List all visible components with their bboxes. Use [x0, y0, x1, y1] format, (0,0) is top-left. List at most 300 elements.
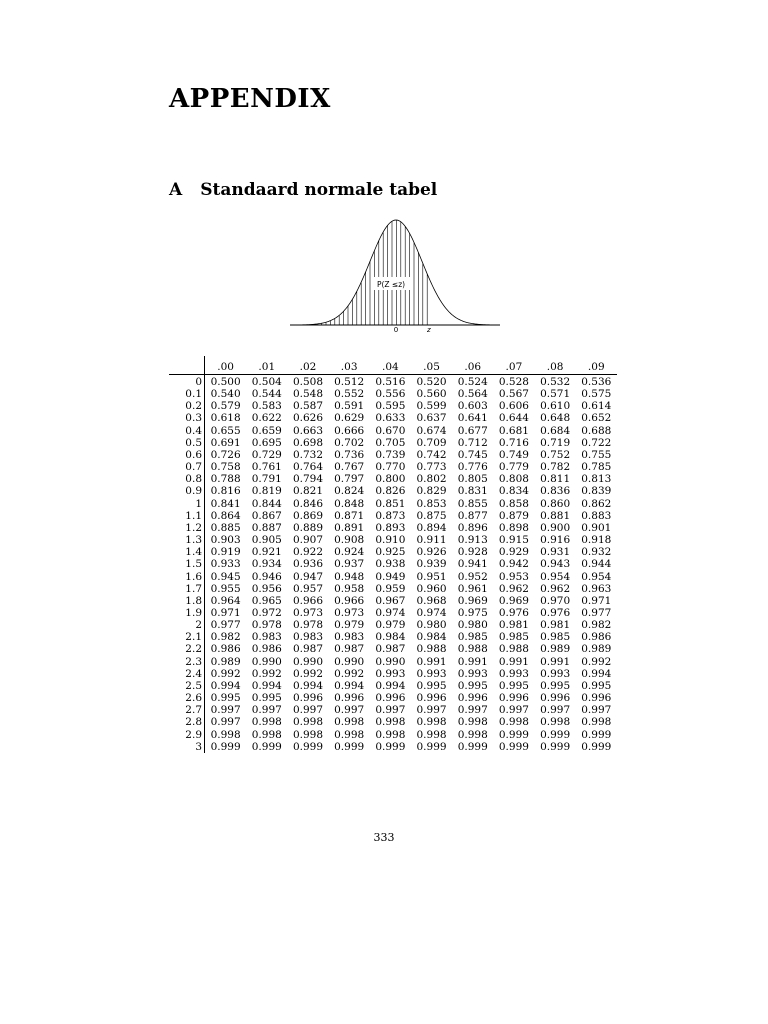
- table-cell: 0.794: [292, 473, 323, 486]
- table-cell: 0.999: [292, 740, 323, 753]
- table-cell: 0.726: [210, 448, 241, 461]
- table-cell: 0.979: [375, 619, 406, 632]
- table-cell: 0.805: [457, 473, 488, 486]
- table-cell: 0.997: [210, 704, 241, 717]
- table-cell: 0.984: [416, 631, 447, 644]
- table-cell: 0.819: [251, 485, 282, 498]
- table-cell: 0.813: [581, 473, 612, 486]
- table-cell: 0.992: [581, 655, 612, 668]
- table-cell: 0.931: [540, 546, 571, 559]
- table-cell: 0.520: [416, 376, 447, 388]
- table-cell: 0.652: [581, 412, 612, 425]
- table-cell: 0.993: [457, 667, 488, 680]
- table-cell: 0.591: [334, 400, 365, 413]
- table-cell: 0.942: [498, 558, 529, 571]
- table-cell: 0.508: [292, 376, 323, 388]
- table-cell: 0.932: [581, 546, 612, 559]
- table-row: [169, 692, 617, 704]
- table-cell: 0.908: [334, 534, 365, 547]
- table-row: [169, 461, 617, 473]
- table-cell: 0.571: [540, 388, 571, 401]
- table-cell: 0.974: [416, 606, 447, 619]
- table-cell: 0.981: [540, 619, 571, 632]
- table-cell: 0.893: [375, 521, 406, 534]
- table-cell: 0.862: [581, 497, 612, 510]
- table-cell: 0.998: [292, 728, 323, 741]
- table-cell: 0.712: [457, 436, 488, 449]
- table-cell: 0.968: [416, 594, 447, 607]
- column-header: .08: [535, 356, 576, 375]
- table-cell: 0.691: [210, 436, 241, 449]
- bell-curve-graphic: [285, 214, 505, 338]
- table-cell: 0.955: [210, 582, 241, 595]
- table-cell: 0.873: [375, 509, 406, 522]
- table-cell: 0.995: [416, 679, 447, 692]
- table-cell: 0.666: [334, 424, 365, 437]
- table-cell: 0.926: [416, 546, 447, 559]
- row-header-z: 2.1: [169, 631, 205, 643]
- table-row: [169, 375, 617, 389]
- table-cell: 0.997: [292, 704, 323, 717]
- table-cell: 0.937: [334, 558, 365, 571]
- table-cell: 0.987: [334, 643, 365, 656]
- table-cell: 0.985: [540, 631, 571, 644]
- table-cell: 0.997: [581, 704, 612, 717]
- table-cell: 0.998: [334, 728, 365, 741]
- table-cell: 0.921: [251, 546, 282, 559]
- table-cell: 0.764: [292, 461, 323, 474]
- table-row: [169, 437, 617, 449]
- table-cell: 0.949: [375, 570, 406, 583]
- table-row: [169, 534, 617, 546]
- table-cell: 0.922: [292, 546, 323, 559]
- table-cell: 0.934: [251, 558, 282, 571]
- table-cell: 0.637: [416, 412, 447, 425]
- column-header: .06: [452, 356, 493, 375]
- row-header-z: 2.5: [169, 680, 205, 692]
- table-cell: 0.516: [375, 376, 406, 388]
- table-cell: 0.983: [334, 631, 365, 644]
- table-cell: 0.948: [334, 570, 365, 583]
- table-cell: 0.962: [540, 582, 571, 595]
- table-cell: 0.901: [581, 521, 612, 534]
- row-header-z: 2.2: [169, 643, 205, 655]
- table-cell: 0.956: [251, 582, 282, 595]
- table-cell: 0.567: [498, 388, 529, 401]
- table-cell: 0.599: [416, 400, 447, 413]
- table-cell: 0.924: [334, 546, 365, 559]
- table-cell: 0.971: [581, 594, 612, 607]
- table-cell: 0.988: [498, 643, 529, 656]
- table-cell: 0.719: [540, 436, 571, 449]
- table-cell: 0.986: [581, 631, 612, 644]
- table-cell: 0.844: [251, 497, 282, 510]
- table-cell: 0.851: [375, 497, 406, 510]
- table-cell: 0.978: [251, 619, 282, 632]
- table-cell: 0.971: [210, 606, 241, 619]
- table-row: [169, 498, 617, 510]
- table-cell: 0.993: [540, 667, 571, 680]
- table-header-row: [169, 356, 617, 375]
- table-cell: 0.883: [581, 509, 612, 522]
- table-cell: 0.988: [416, 643, 447, 656]
- table-cell: 0.991: [540, 655, 571, 668]
- column-header: .00: [205, 356, 247, 375]
- table-cell: 0.869: [292, 509, 323, 522]
- table-cell: 0.881: [540, 509, 571, 522]
- row-header-z: 0.3: [169, 412, 205, 424]
- table-cell: 0.997: [375, 704, 406, 717]
- table-cell: 0.681: [498, 424, 529, 437]
- table-cell: 0.722: [581, 436, 612, 449]
- table-cell: 0.695: [251, 436, 282, 449]
- table-cell: 0.998: [251, 728, 282, 741]
- table-cell: 0.610: [540, 400, 571, 413]
- column-header: .05: [411, 356, 452, 375]
- table-cell: 0.994: [292, 679, 323, 692]
- table-row: [169, 510, 617, 522]
- table-cell: 0.913: [457, 534, 488, 547]
- table-cell: 0.702: [334, 436, 365, 449]
- table-cell: 0.867: [251, 509, 282, 522]
- table-cell: 0.916: [540, 534, 571, 547]
- row-header-z: 0.5: [169, 437, 205, 449]
- table-cell: 0.907: [292, 534, 323, 547]
- table-cell: 0.864: [210, 509, 241, 522]
- row-header-z: 1.8: [169, 595, 205, 607]
- table-cell: 0.995: [251, 692, 282, 705]
- table-cell: 0.960: [416, 582, 447, 595]
- row-header-z: 1.9: [169, 607, 205, 619]
- row-header-z: 1.5: [169, 558, 205, 570]
- corner-header-cell: [169, 356, 205, 375]
- table-cell: 0.998: [498, 716, 529, 729]
- row-header-z: 1.3: [169, 534, 205, 546]
- table-cell: 0.995: [498, 679, 529, 692]
- table-row: [169, 522, 617, 534]
- row-header-z: 1.7: [169, 583, 205, 595]
- table-cell: 0.986: [251, 643, 282, 656]
- table-cell: 0.997: [416, 704, 447, 717]
- table-cell: 0.976: [540, 606, 571, 619]
- table-cell: 0.767: [334, 461, 365, 474]
- table-cell: 0.997: [210, 716, 241, 729]
- table-cell: 0.995: [210, 692, 241, 705]
- table-cell: 0.992: [251, 667, 282, 680]
- table-cell: 0.663: [292, 424, 323, 437]
- table-cell: 0.998: [210, 728, 241, 741]
- table-cell: 0.776: [457, 461, 488, 474]
- table-cell: 0.749: [498, 448, 529, 461]
- table-row: [169, 619, 617, 631]
- table-row: [169, 704, 617, 716]
- table-cell: 0.648: [540, 412, 571, 425]
- table-cell: 0.999: [540, 728, 571, 741]
- table-cell: 0.770: [375, 461, 406, 474]
- table-cell: 0.879: [498, 509, 529, 522]
- table-cell: 0.936: [292, 558, 323, 571]
- table-cell: 0.885: [210, 521, 241, 534]
- table-cell: 0.999: [251, 740, 282, 753]
- table-cell: 0.996: [540, 692, 571, 705]
- table-cell: 0.997: [334, 704, 365, 717]
- table-cell: 0.977: [581, 606, 612, 619]
- table-row: [169, 388, 617, 400]
- table-cell: 0.896: [457, 521, 488, 534]
- row-header-z: 1.6: [169, 571, 205, 583]
- table-cell: 0.939: [416, 558, 447, 571]
- table-cell: 0.998: [457, 728, 488, 741]
- table-cell: 0.980: [457, 619, 488, 632]
- table-cell: 0.633: [375, 412, 406, 425]
- table-row: [169, 571, 617, 583]
- table-cell: 0.964: [210, 594, 241, 607]
- table-cell: 0.512: [334, 376, 365, 388]
- table-cell: 0.716: [498, 436, 529, 449]
- table-cell: 0.788: [210, 473, 241, 486]
- table-cell: 0.536: [581, 376, 612, 388]
- table-cell: 0.996: [334, 692, 365, 705]
- row-header-z: 2.8: [169, 716, 205, 728]
- table-cell: 0.540: [210, 388, 241, 401]
- table-cell: 0.500: [210, 376, 241, 388]
- row-header-z: 3: [169, 741, 205, 753]
- table-cell: 0.919: [210, 546, 241, 559]
- table-cell: 0.996: [375, 692, 406, 705]
- table-cell: 0.996: [581, 692, 612, 705]
- table-cell: 0.603: [457, 400, 488, 413]
- table-cell: 0.595: [375, 400, 406, 413]
- table-cell: 0.659: [251, 424, 282, 437]
- table-cell: 0.618: [210, 412, 241, 425]
- mean-tick-label: 0: [393, 326, 399, 334]
- row-header-z: 2.7: [169, 704, 205, 716]
- table-cell: 0.999: [498, 740, 529, 753]
- table-cell: 0.990: [251, 655, 282, 668]
- table-cell: 0.739: [375, 448, 406, 461]
- table-cell: 0.855: [457, 497, 488, 510]
- table-cell: 0.641: [457, 412, 488, 425]
- table-cell: 0.953: [498, 570, 529, 583]
- table-cell: 0.997: [457, 704, 488, 717]
- table-cell: 0.943: [540, 558, 571, 571]
- table-cell: 0.548: [292, 388, 323, 401]
- table-cell: 0.945: [210, 570, 241, 583]
- table-cell: 0.736: [334, 448, 365, 461]
- table-cell: 0.983: [292, 631, 323, 644]
- table-cell: 0.954: [581, 570, 612, 583]
- table-cell: 0.999: [581, 740, 612, 753]
- table-cell: 0.992: [334, 667, 365, 680]
- table-cell: 0.967: [375, 594, 406, 607]
- section-heading: [169, 180, 437, 200]
- table-cell: 0.742: [416, 448, 447, 461]
- table-cell: 0.791: [251, 473, 282, 486]
- table-cell: 0.993: [375, 667, 406, 680]
- table-cell: 0.758: [210, 461, 241, 474]
- table-cell: 0.575: [581, 388, 612, 401]
- table-row: [169, 546, 617, 558]
- table-cell: 0.524: [457, 376, 488, 388]
- table-cell: 0.938: [375, 558, 406, 571]
- column-header: .01: [246, 356, 287, 375]
- table-cell: 0.785: [581, 461, 612, 474]
- table-cell: 0.982: [210, 631, 241, 644]
- table-cell: 0.951: [416, 570, 447, 583]
- column-header: .04: [370, 356, 411, 375]
- table-cell: 0.910: [375, 534, 406, 547]
- table-cell: 0.974: [375, 606, 406, 619]
- table-cell: 0.745: [457, 448, 488, 461]
- table-cell: 0.978: [292, 619, 323, 632]
- table-cell: 0.829: [416, 485, 447, 498]
- table-cell: 0.995: [457, 679, 488, 692]
- table-cell: 0.998: [334, 716, 365, 729]
- table-cell: 0.871: [334, 509, 365, 522]
- z-tick-label: z: [426, 326, 431, 334]
- column-header: .03: [329, 356, 370, 375]
- table-cell: 0.532: [540, 376, 571, 388]
- column-header: .09: [576, 356, 617, 375]
- table-row: [169, 473, 617, 485]
- table-cell: 0.761: [251, 461, 282, 474]
- table-cell: 0.808: [498, 473, 529, 486]
- section-letter: A: [169, 180, 183, 200]
- table-cell: 0.989: [540, 643, 571, 656]
- table-cell: 0.963: [581, 582, 612, 595]
- table-cell: 0.994: [210, 679, 241, 692]
- table-cell: 0.997: [498, 704, 529, 717]
- page-number: 333: [373, 831, 395, 844]
- table-cell: 0.709: [416, 436, 447, 449]
- table-cell: 0.816: [210, 485, 241, 498]
- table-cell: 0.993: [498, 667, 529, 680]
- table-cell: 0.684: [540, 424, 571, 437]
- table-cell: 0.996: [292, 692, 323, 705]
- table-cell: 0.992: [292, 667, 323, 680]
- table-cell: 0.994: [251, 679, 282, 692]
- row-header-z: 0.2: [169, 400, 205, 412]
- table-cell: 0.962: [498, 582, 529, 595]
- row-header-z: 2.6: [169, 692, 205, 704]
- table-cell: 0.579: [210, 400, 241, 413]
- table-cell: 0.995: [540, 679, 571, 692]
- table-cell: 0.826: [375, 485, 406, 498]
- table-cell: 0.606: [498, 400, 529, 413]
- standard-normal-table: [169, 356, 617, 753]
- table-cell: 0.941: [457, 558, 488, 571]
- table-cell: 0.831: [457, 485, 488, 498]
- table-cell: 0.900: [540, 521, 571, 534]
- table-cell: 0.959: [375, 582, 406, 595]
- table-cell: 0.994: [334, 679, 365, 692]
- table-cell: 0.821: [292, 485, 323, 498]
- table-cell: 0.560: [416, 388, 447, 401]
- table-row: [169, 716, 617, 728]
- section-title: Standaard normale tabel: [200, 180, 438, 200]
- table-cell: 0.773: [416, 461, 447, 474]
- row-header-z: 0.4: [169, 425, 205, 437]
- table-cell: 0.989: [581, 643, 612, 656]
- table-cell: 0.995: [581, 679, 612, 692]
- table-cell: 0.994: [581, 667, 612, 680]
- table-cell: 0.992: [210, 667, 241, 680]
- table-cell: 0.999: [581, 728, 612, 741]
- table-cell: 0.993: [416, 667, 447, 680]
- row-header-z: 1.1: [169, 510, 205, 522]
- table-row: [169, 607, 617, 619]
- table-cell: 0.973: [292, 606, 323, 619]
- table-cell: 0.655: [210, 424, 241, 437]
- table-cell: 0.965: [251, 594, 282, 607]
- table-cell: 0.998: [375, 728, 406, 741]
- table-cell: 0.998: [292, 716, 323, 729]
- table-cell: 0.988: [457, 643, 488, 656]
- table-cell: 0.944: [581, 558, 612, 571]
- table-cell: 0.933: [210, 558, 241, 571]
- table-cell: 0.999: [540, 740, 571, 753]
- table-cell: 0.976: [498, 606, 529, 619]
- table-row: [169, 425, 617, 437]
- table-cell: 0.898: [498, 521, 529, 534]
- table-cell: 0.622: [251, 412, 282, 425]
- table-body: [169, 375, 617, 753]
- table-cell: 0.732: [292, 448, 323, 461]
- table-cell: 0.991: [498, 655, 529, 668]
- table-cell: 0.889: [292, 521, 323, 534]
- table-cell: 0.887: [251, 521, 282, 534]
- row-header-z: 0: [169, 375, 205, 389]
- table-cell: 0.556: [375, 388, 406, 401]
- table-cell: 0.991: [457, 655, 488, 668]
- table-row: [169, 558, 617, 570]
- table-cell: 0.782: [540, 461, 571, 474]
- table-row: [169, 631, 617, 643]
- table-cell: 0.987: [375, 643, 406, 656]
- table-cell: 0.629: [334, 412, 365, 425]
- table-cell: 0.918: [581, 534, 612, 547]
- table-cell: 0.970: [540, 594, 571, 607]
- table-cell: 0.583: [251, 400, 282, 413]
- table-cell: 0.677: [457, 424, 488, 437]
- table-cell: 0.903: [210, 534, 241, 547]
- table-cell: 0.989: [210, 655, 241, 668]
- table-cell: 0.980: [416, 619, 447, 632]
- table-cell: 0.947: [292, 570, 323, 583]
- table-cell: 0.984: [375, 631, 406, 644]
- table-cell: 0.997: [251, 704, 282, 717]
- table-cell: 0.996: [498, 692, 529, 705]
- table-cell: 0.996: [457, 692, 488, 705]
- table-cell: 0.755: [581, 448, 612, 461]
- table-row: [169, 595, 617, 607]
- table-cell: 0.564: [457, 388, 488, 401]
- table-cell: 0.894: [416, 521, 447, 534]
- table-row: [169, 741, 617, 753]
- table-cell: 0.915: [498, 534, 529, 547]
- table-cell: 0.998: [416, 728, 447, 741]
- table-cell: 0.779: [498, 461, 529, 474]
- table-cell: 0.961: [457, 582, 488, 595]
- row-header-z: 0.6: [169, 449, 205, 461]
- table-cell: 0.839: [581, 485, 612, 498]
- table-row: [169, 729, 617, 741]
- table-cell: 0.905: [251, 534, 282, 547]
- row-header-z: 2: [169, 619, 205, 631]
- table-cell: 0.985: [457, 631, 488, 644]
- normal-distribution-figure: [285, 214, 505, 338]
- table-cell: 0.587: [292, 400, 323, 413]
